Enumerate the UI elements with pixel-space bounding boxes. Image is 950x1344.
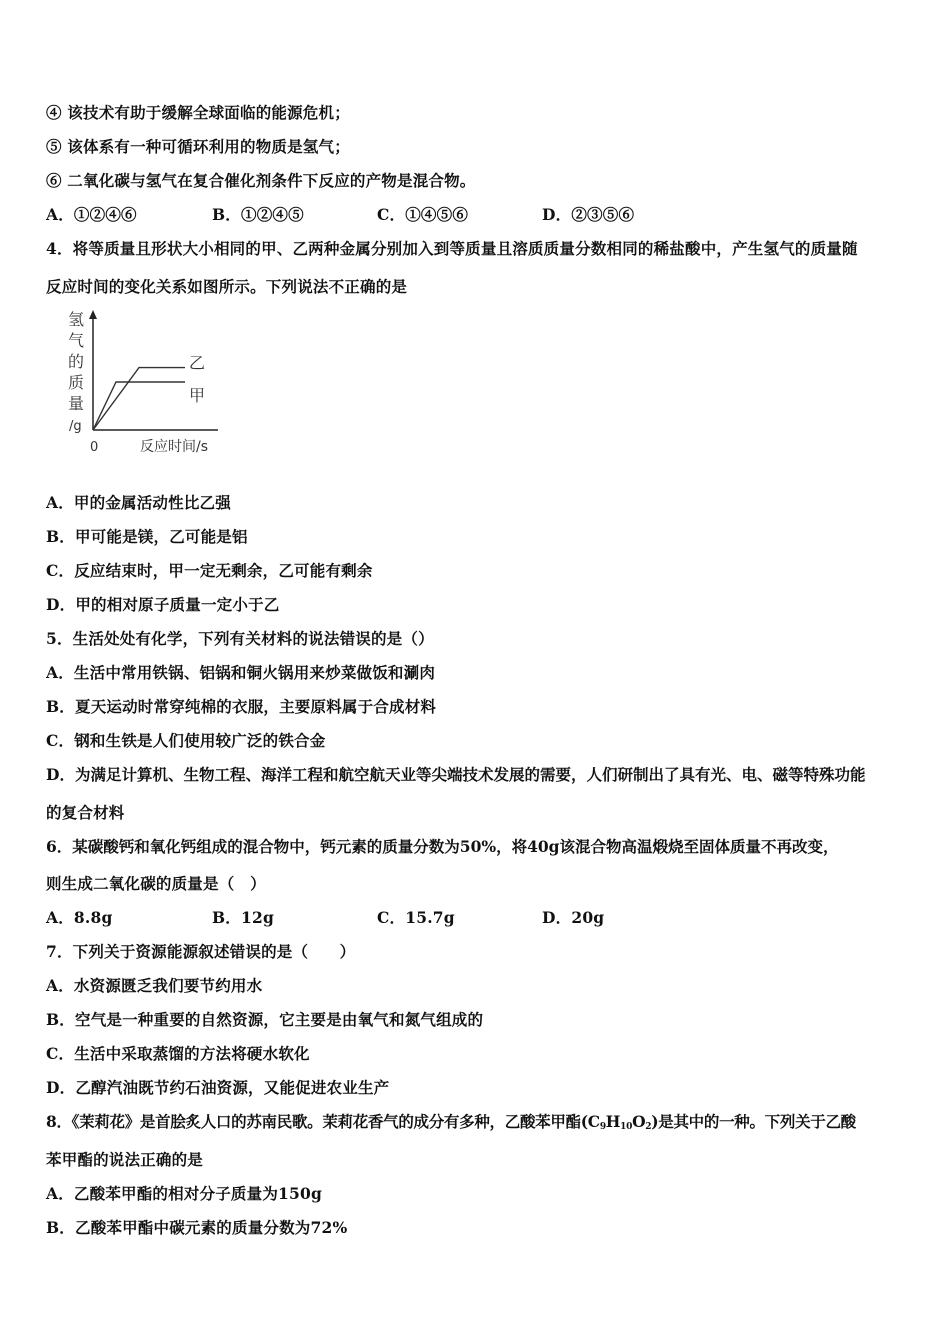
q8-stem-part-c: O bbox=[632, 1112, 646, 1131]
q4-option-a[interactable]: A．甲的金属活动性比乙强 bbox=[46, 493, 231, 512]
q8-stem-line2: 苯甲酯的说法正确的是 bbox=[46, 1150, 204, 1169]
q8-stem-line1 bbox=[46, 1110, 856, 1132]
q6-stem-line2: 则生成二氧化碳的质量是（ ） bbox=[46, 874, 266, 893]
q6-option-d[interactable]: D．20g bbox=[542, 908, 605, 927]
statement-5: ⑤ 该体系有一种可循环利用的物质是氢气； bbox=[46, 137, 350, 156]
series-line-0 bbox=[93, 382, 185, 430]
statement-4: ④ 该技术有助于缓解全球面临的能源危机； bbox=[46, 103, 350, 122]
q7-option-a[interactable]: A．水资源匮乏我们要节约用水 bbox=[46, 976, 263, 995]
q5-option-b[interactable]: B．夏天运动时常穿纯棉的衣服，主要原料属于合成材料 bbox=[46, 697, 437, 716]
q4-stem-line1: 4．将等质量且形状大小相同的甲、乙两种金属分别加入到等质量且溶质质量分数相同的稀盐酸中，产生氢气的质量随 bbox=[46, 239, 858, 258]
statement-6: ⑥ 二氧化碳与氢气在复合催化剂条件下反应的产物是混合物。 bbox=[46, 171, 476, 190]
q8-sub-2: 2 bbox=[645, 1122, 652, 1132]
x-axis-label: 反应时间/s bbox=[140, 439, 209, 455]
q5-option-a[interactable]: A．生活中常用铁锅、铝锅和铜火锅用来炒菜做饭和涮肉 bbox=[46, 663, 436, 682]
q6-option-b[interactable]: B．12g bbox=[212, 908, 275, 927]
q3-option-d[interactable]: D．②③⑤⑥ bbox=[542, 205, 635, 224]
q5-stem: 5．生活处处有化学，下列有关材料的说法错误的是（） bbox=[46, 629, 434, 648]
y-axis-arrow bbox=[89, 310, 97, 319]
y-label-char: 质 bbox=[68, 373, 85, 392]
y-label-char: 量 bbox=[68, 394, 85, 413]
q6-option-c[interactable]: C．15.7g bbox=[377, 908, 455, 927]
q6-option-a[interactable]: A．8.8g bbox=[46, 908, 113, 927]
q8-sub-9: 9 bbox=[599, 1122, 606, 1132]
q3-option-a[interactable]: A．①②④⑥ bbox=[46, 205, 137, 224]
q7-option-b[interactable]: B．空气是一种重要的自然资源，它主要是由氧气和氮气组成的 bbox=[46, 1010, 484, 1029]
q4-stem-line2: 反应时间的变化关系如图所示。下列说法不正确的是 bbox=[46, 277, 408, 296]
series-label-1: 乙 bbox=[189, 353, 206, 373]
q8-sub-10: 10 bbox=[620, 1122, 633, 1132]
y-label-char: 的 bbox=[68, 352, 85, 371]
q5-option-c[interactable]: C．钢和生铁是人们使用较广泛的铁合金 bbox=[46, 731, 326, 750]
q8-option-a[interactable]: A．乙酸苯甲酯的相对分子质量为150g bbox=[46, 1184, 323, 1203]
q7-option-c[interactable]: C．生活中采取蒸馏的方法将硬水软化 bbox=[46, 1044, 310, 1063]
q8-option-b[interactable]: B．乙酸苯甲酯中碳元素的质量分数为72% bbox=[46, 1218, 348, 1237]
y-axis-label bbox=[68, 310, 84, 434]
q5-option-d[interactable]: D．为满足计算机、生物工程、海洋工程和航空航天业等尖端技术发展的需要，人们研制出了具有光、电、磁等特殊功能 bbox=[46, 765, 866, 784]
y-label-char: 氢 bbox=[68, 310, 85, 329]
q5-option-d-cont: 的复合材料 bbox=[46, 803, 125, 822]
origin-label: 0 bbox=[90, 440, 99, 455]
hydrogen-mass-chart bbox=[60, 306, 250, 466]
q8-stem-part-b: H bbox=[605, 1112, 621, 1131]
series-line-1 bbox=[93, 368, 185, 430]
q4-option-c[interactable]: C．反应结束时，甲一定无剩余，乙可能有剩余 bbox=[46, 561, 373, 580]
q4-option-d[interactable]: D．甲的相对原子质量一定小于乙 bbox=[46, 595, 280, 614]
q6-stem-line1: 6．某碳酸钙和氧化钙组成的混合物中，钙元素的质量分数为50%，将40g该混合物高温煅烧至固体质量不再改变， bbox=[46, 837, 839, 856]
y-label-char: /g bbox=[69, 419, 82, 434]
q3-option-b[interactable]: B．①②④⑤ bbox=[212, 205, 304, 224]
q8-stem-part-d: )是其中的一种。下列关于乙酸 bbox=[651, 1112, 856, 1131]
y-label-char: 气 bbox=[68, 331, 85, 350]
series-label-0: 甲 bbox=[189, 386, 206, 405]
q4-option-b[interactable]: B．甲可能是镁，乙可能是铝 bbox=[46, 527, 248, 546]
q8-stem-part-a: 8．《茉莉花》是首脍炙人口的苏南民歌。茉莉花香气的成分有多种，乙酸苯甲酯(C bbox=[46, 1112, 600, 1131]
q3-option-c[interactable]: C．①④⑤⑥ bbox=[377, 205, 469, 224]
q7-option-d[interactable]: D．乙醇汽油既节约石油资源，又能促进农业生产 bbox=[46, 1078, 390, 1097]
q7-stem: 7．下列关于资源能源叙述错误的是（ ） bbox=[46, 942, 356, 961]
